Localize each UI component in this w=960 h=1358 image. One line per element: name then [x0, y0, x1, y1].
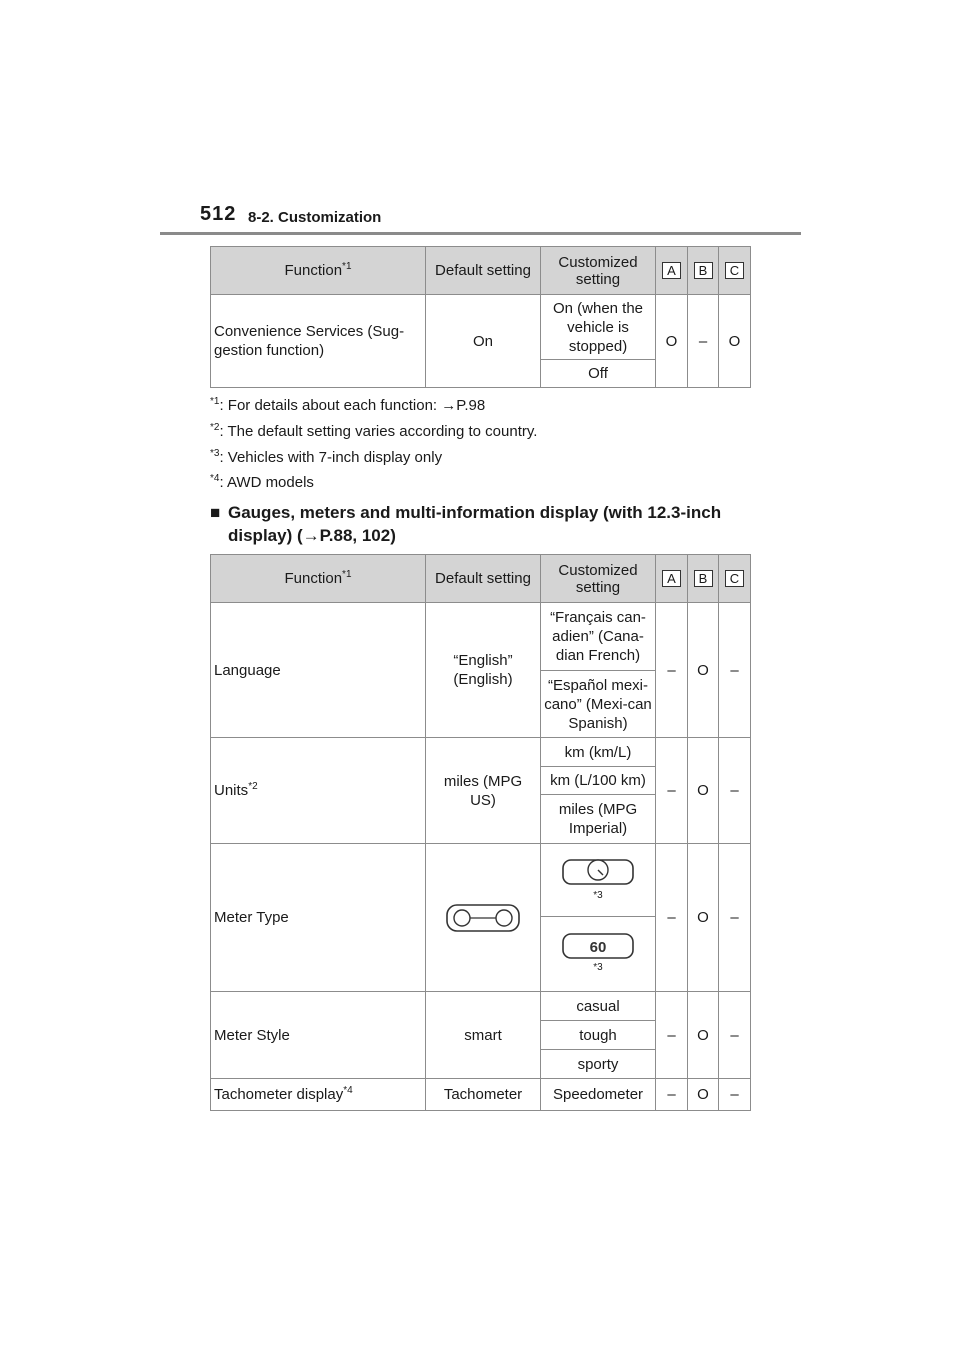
single-dial-meter-icon — [561, 856, 635, 888]
default-cell: Tachometer — [426, 1079, 541, 1111]
a-cell: – — [656, 844, 688, 992]
function-cell: Units$^{*2}$ — [211, 738, 426, 844]
section-title — [210, 501, 770, 547]
col-a: A — [656, 555, 688, 603]
col-a: A — [656, 247, 688, 295]
a-cell: – — [656, 738, 688, 844]
option-cell: casual — [541, 992, 656, 1021]
page-number: 512 — [200, 203, 237, 225]
c-cell: – — [719, 738, 751, 844]
function-cell: Tachometer display$^{*4}$ — [211, 1079, 426, 1111]
col-function: Function$^{*1}$ — [211, 247, 426, 295]
a-cell: – — [656, 992, 688, 1079]
option-cell: sporty — [541, 1050, 656, 1079]
c-cell: – — [719, 844, 751, 992]
col-function: Function$^{*1}$ — [211, 555, 426, 603]
footnote: $^{*3}$: Vehicles with 7-inch display only — [210, 448, 443, 466]
customization-table-1 — [210, 246, 751, 388]
default-cell: “English” (English) — [426, 603, 541, 738]
default-cell: smart — [426, 992, 541, 1079]
default-cell: miles (MPG US) — [426, 738, 541, 844]
meter-digits: 60 — [589, 938, 607, 956]
footnote: $^{*4}$: AWD models — [210, 473, 314, 491]
footnote-mark: *3 — [593, 889, 603, 901]
option-cell: On (when the vehicle is stopped) — [541, 295, 656, 360]
option-cell: km (km/L) — [541, 738, 656, 767]
digital-speed-meter-icon — [561, 932, 635, 960]
col-c: C — [719, 247, 751, 295]
col-b: B — [688, 247, 719, 295]
b-cell: O — [688, 992, 719, 1079]
function-cell: Convenience Services (Sug-gestion function) — [211, 295, 426, 388]
default-cell: On — [426, 295, 541, 388]
b-cell: – — [688, 295, 719, 388]
option-cell: tough — [541, 1021, 656, 1050]
table-header-row — [211, 555, 751, 603]
table-row — [211, 738, 751, 767]
col-c: C — [719, 555, 751, 603]
twin-gauge-meter-icon — [445, 903, 521, 933]
function-cell: Language — [211, 603, 426, 738]
customization-table-2 — [210, 554, 751, 1111]
table-row — [211, 295, 751, 360]
c-cell: – — [719, 1079, 751, 1111]
section-heading: 8-2. Customization — [248, 209, 382, 226]
footnote: $^{*1}$: For details about each function: →P.98 — [210, 396, 486, 414]
b-cell: O — [688, 844, 719, 992]
a-cell: – — [656, 1079, 688, 1111]
table-row — [211, 603, 751, 671]
option-cell — [541, 844, 656, 917]
header-divider — [160, 232, 801, 235]
option-cell: “Français can-adien” (Cana-dian French) — [541, 603, 656, 671]
col-customized-setting: Customized setting — [541, 247, 656, 295]
b-cell: O — [688, 1079, 719, 1111]
default-cell — [426, 844, 541, 992]
function-cell: Meter Style — [211, 992, 426, 1079]
col-b: B — [688, 555, 719, 603]
col-customized-setting: Customized setting — [541, 555, 656, 603]
option-cell — [541, 917, 656, 992]
a-cell: O — [656, 295, 688, 388]
c-cell: – — [719, 992, 751, 1079]
a-cell: – — [656, 603, 688, 738]
c-cell: O — [719, 295, 751, 388]
footnote: $^{*2}$: The default setting varies according to country. — [210, 422, 538, 440]
b-cell: O — [688, 738, 719, 844]
table-row — [211, 992, 751, 1021]
table-row — [211, 1079, 751, 1111]
c-cell: – — [719, 603, 751, 738]
option-cell: miles (MPG Imperial) — [541, 795, 656, 844]
section-title-text: Gauges, meters and multi-information display (with 12.3-inch display) (→P.88, 102) — [228, 503, 722, 545]
footnote-mark: *3 — [593, 961, 603, 973]
option-cell: Off — [541, 360, 656, 388]
function-cell: Meter Type — [211, 844, 426, 992]
table-header-row — [211, 247, 751, 295]
option-cell: Speedometer — [541, 1079, 656, 1111]
square-bullet-icon: ■ — [210, 503, 221, 522]
option-cell: “Español mexi-cano” (Mexi-can Spanish) — [541, 671, 656, 738]
col-default-setting: Default setting — [426, 247, 541, 295]
table-row — [211, 844, 751, 917]
b-cell: O — [688, 603, 719, 738]
col-default-setting: Default setting — [426, 555, 541, 603]
option-cell: km (L/100 km) — [541, 767, 656, 795]
